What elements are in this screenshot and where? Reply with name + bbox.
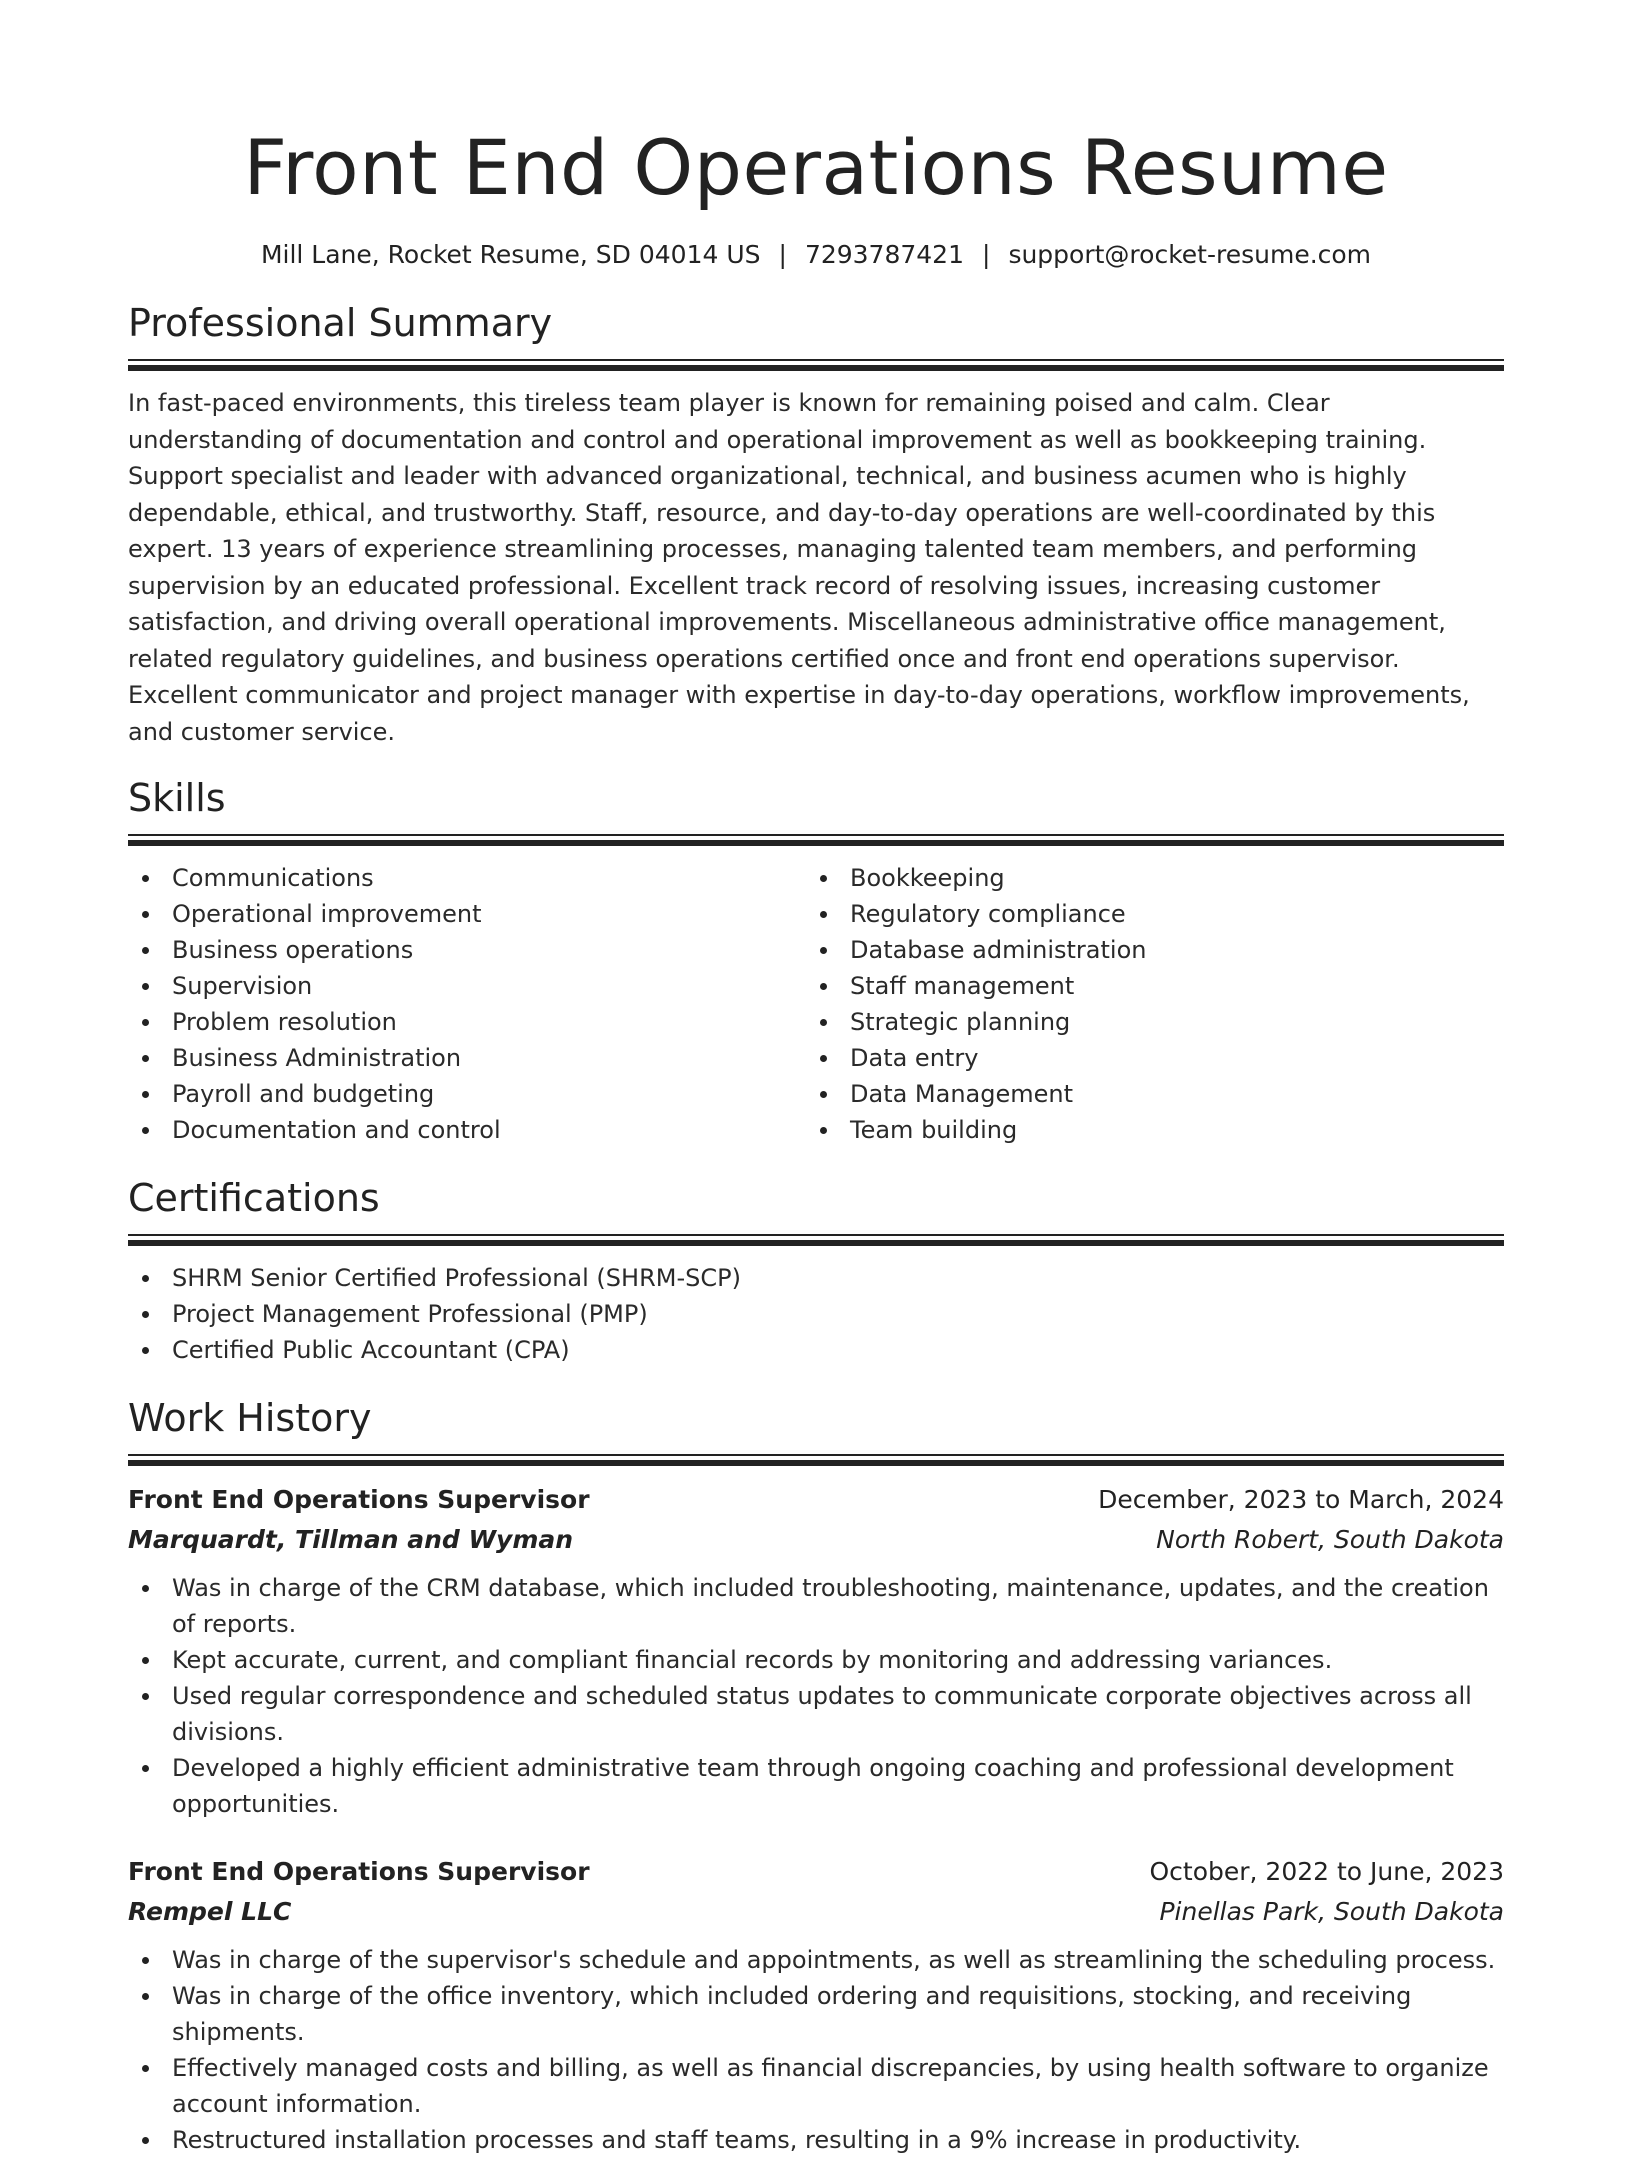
skill-item: Business Administration bbox=[128, 1040, 806, 1076]
job-title: Front End Operations Supervisor bbox=[128, 1857, 590, 1886]
contact-phone: 7293787421 bbox=[804, 240, 964, 269]
certifications-list bbox=[128, 1260, 1504, 1368]
job-bullet: Used regular correspondence and scheduled status updates to communicate corporate objectives across all divisions. bbox=[128, 1678, 1504, 1750]
skill-item: Team building bbox=[806, 1112, 1484, 1148]
job-header bbox=[128, 1480, 1504, 1520]
section-heading-skills: Skills bbox=[128, 776, 226, 820]
job-entry bbox=[128, 1480, 1504, 1822]
section-heading-work-history: Work History bbox=[128, 1396, 372, 1440]
job-dates: October, 2022 to June, 2023 bbox=[1149, 1857, 1504, 1886]
work-history-section bbox=[128, 1394, 1504, 2158]
job-subheader bbox=[128, 1520, 1504, 1560]
contact-separator: | bbox=[778, 240, 787, 269]
contact-address: Mill Lane, Rocket Resume, SD 04014 US bbox=[260, 240, 761, 269]
section-divider bbox=[128, 1454, 1504, 1466]
job-bullet: Developed a highly efficient administrative team through ongoing coaching and professional development opportunities. bbox=[128, 1750, 1504, 1822]
skill-item: Payroll and budgeting bbox=[128, 1076, 806, 1112]
skill-item: Data entry bbox=[806, 1040, 1484, 1076]
section-heading-summary: Professional Summary bbox=[128, 301, 553, 345]
resume-page bbox=[128, 0, 1504, 2158]
section-divider bbox=[128, 834, 1504, 846]
job-dates: December, 2023 to March, 2024 bbox=[1098, 1485, 1504, 1514]
job-company: Rempel LLC bbox=[128, 1897, 292, 1926]
job-bullet: Kept accurate, current, and compliant financial records by monitoring and addressing variances. bbox=[128, 1642, 1504, 1678]
skill-item: Business operations bbox=[128, 932, 806, 968]
skill-item: Documentation and control bbox=[128, 1112, 806, 1148]
contact-line bbox=[128, 238, 1504, 272]
job-subheader bbox=[128, 1892, 1504, 1932]
skills-section bbox=[128, 774, 1504, 1148]
summary-section bbox=[128, 299, 1504, 750]
skills-list-left bbox=[128, 860, 806, 1148]
section-heading-certifications: Certifications bbox=[128, 1176, 380, 1220]
job-header bbox=[128, 1852, 1504, 1892]
skill-item: Communications bbox=[128, 860, 806, 896]
certification-item: Certified Public Accountant (CPA) bbox=[128, 1332, 1504, 1368]
skill-item: Regulatory compliance bbox=[806, 896, 1484, 932]
job-location: Pinellas Park, South Dakota bbox=[1159, 1897, 1504, 1926]
job-bullet: Restructured installation processes and staff teams, resulting in a 9% increase in productivity. bbox=[128, 2122, 1504, 2158]
skills-columns bbox=[128, 860, 1504, 1148]
certification-item: Project Management Professional (PMP) bbox=[128, 1296, 1504, 1332]
job-company: Marquardt, Tillman and Wyman bbox=[128, 1525, 574, 1554]
skill-item: Database administration bbox=[806, 932, 1484, 968]
skill-item: Bookkeeping bbox=[806, 860, 1484, 896]
skill-item: Data Management bbox=[806, 1076, 1484, 1112]
skill-item: Supervision bbox=[128, 968, 806, 1004]
job-bullets bbox=[128, 1570, 1504, 1822]
section-divider bbox=[128, 359, 1504, 371]
skills-list-right bbox=[806, 860, 1484, 1148]
job-location: North Robert, South Dakota bbox=[1156, 1525, 1504, 1554]
job-entry bbox=[128, 1852, 1504, 2158]
skill-item: Staff management bbox=[806, 968, 1484, 1004]
skill-item: Problem resolution bbox=[128, 1004, 806, 1040]
job-bullet: Was in charge of the CRM database, which included troubleshooting, maintenance, updates, and the creation of reports. bbox=[128, 1570, 1504, 1642]
job-bullet: Effectively managed costs and billing, as well as financial discrepancies, by using health software to organize account information. bbox=[128, 2050, 1504, 2122]
job-bullet: Was in charge of the office inventory, which included ordering and requisitions, stocking, and receiving shipments. bbox=[128, 1978, 1504, 2050]
skill-item: Operational improvement bbox=[128, 896, 806, 932]
contact-email[interactable]: support@rocket-resume.com bbox=[1008, 240, 1372, 269]
job-bullet: Was in charge of the supervisor's schedule and appointments, as well as streamlining the scheduling process. bbox=[128, 1942, 1504, 1978]
certifications-section bbox=[128, 1174, 1504, 1368]
section-divider bbox=[128, 1234, 1504, 1246]
job-bullets bbox=[128, 1942, 1504, 2158]
certification-item: SHRM Senior Certified Professional (SHRM-SCP) bbox=[128, 1260, 1504, 1296]
resume-title: Front End Operations Resume bbox=[243, 123, 1389, 212]
skill-item: Strategic planning bbox=[806, 1004, 1484, 1040]
contact-separator: | bbox=[982, 240, 991, 269]
job-title: Front End Operations Supervisor bbox=[128, 1485, 590, 1514]
summary-text: In fast-paced environments, this tireless team player is known for remaining poised and calm. Clear understanding of documentation and control and operational improvement as well as bookkeeping training. Support specialist and leader with advanced organizational, technical, and business acumen who is highly dependable, ethical, and trustworthy. Staff, resource, and day-to-day operations are well-coordinated by this expert. 13 years of experience streamlining processes, managing talented team members, and performing supervision by an educated professional. Excellent track record of resolving issues, increasing customer satisfaction, and driving overall operational improvements. Miscellaneous administrative office management, related regulatory guidelines, and business operations certified once and front end operations supervisor. Excellent communicator and project manager with expertise in day-to-day operations, workflow improvements, and customer service. bbox=[128, 389, 1470, 746]
